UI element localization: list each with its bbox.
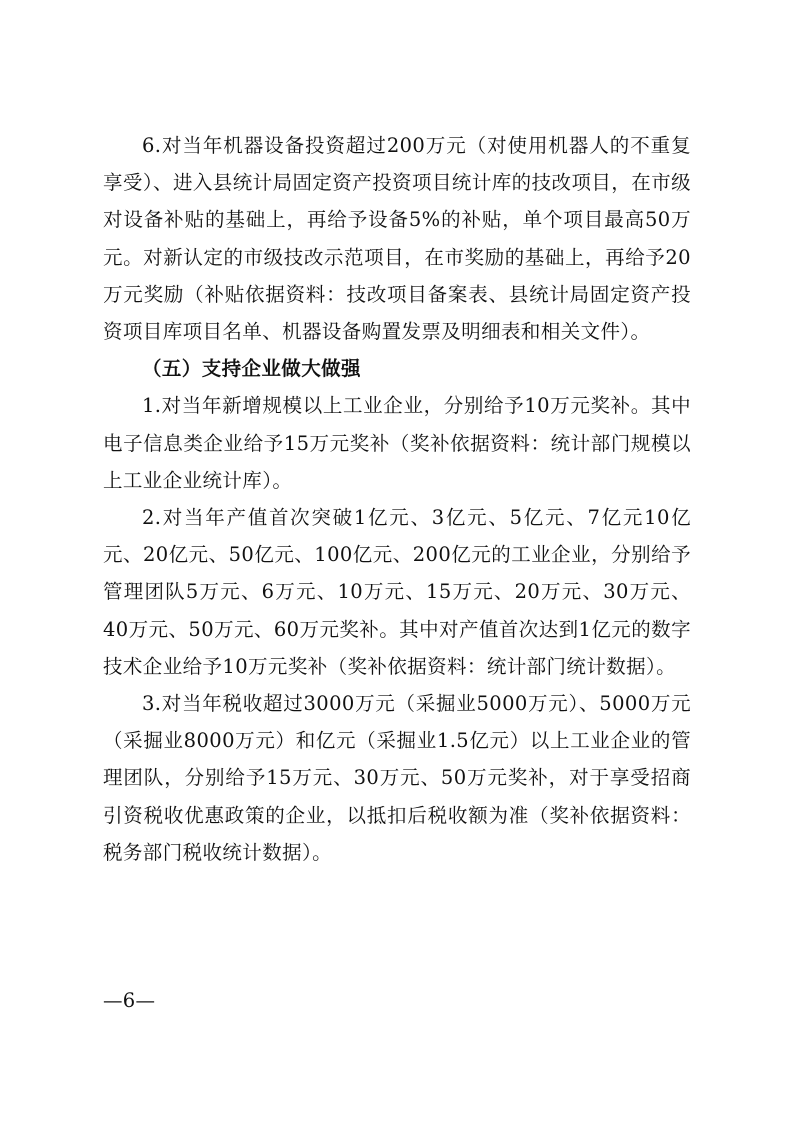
paragraph-item-6: 6.对当年机器设备投资超过200万元（对使用机器人的不重复享受）、进入县统计局固定资产投资项目统计库的技改项目，在市级对设备补贴的基础上，再给予设备5%的补贴，单个项目最高50万元。对新认定的市级技改示范项目，在市奖励的基础上，再给予20万元奖励（补贴依据资料：技改项目备案表、县统计局固定资产投资项目库项目名单、机器设备购置发票及明细表和相关文件）。: [103, 134, 691, 344]
paragraph-item-2: 2.对当年产值首次突破1亿元、3亿元、5亿元、7亿元10亿元、20亿元、50亿元、100亿元、200亿元的工业企业，分别给予管理团队5万元、6万元、10万元、15万元、20万元、30万元、40万元、50万元、60万元奖补。其中对产值首次达到1亿元的数字技术企业给予10万元奖补（奖补依据资料：统计部门统计数据）。: [103, 506, 691, 678]
page-number: —6—: [103, 989, 156, 1012]
paragraph-item-1: 1.对当年新增规模以上工业企业，分别给予10万元奖补。其中电子信息类企业给予15万元奖补（奖补依据资料：统计部门规模以上工业企业统计库）。: [103, 394, 691, 492]
paragraph-item-3: 3.对当年税收超过3000万元（采掘业5000万元）、5000万元（采掘业8000万元）和亿元（采掘业1.5亿元）以上工业企业的管理团队，分别给予15万元、30万元、50万元奖补，对于享受招商引资税收优惠政策的企业，以抵扣后税收额为准（奖补依据资料：税务部门税收统计数据）。: [103, 692, 691, 864]
section-heading-5: （五）支持企业做大做强: [142, 357, 361, 381]
document-body: [103, 127, 691, 871]
